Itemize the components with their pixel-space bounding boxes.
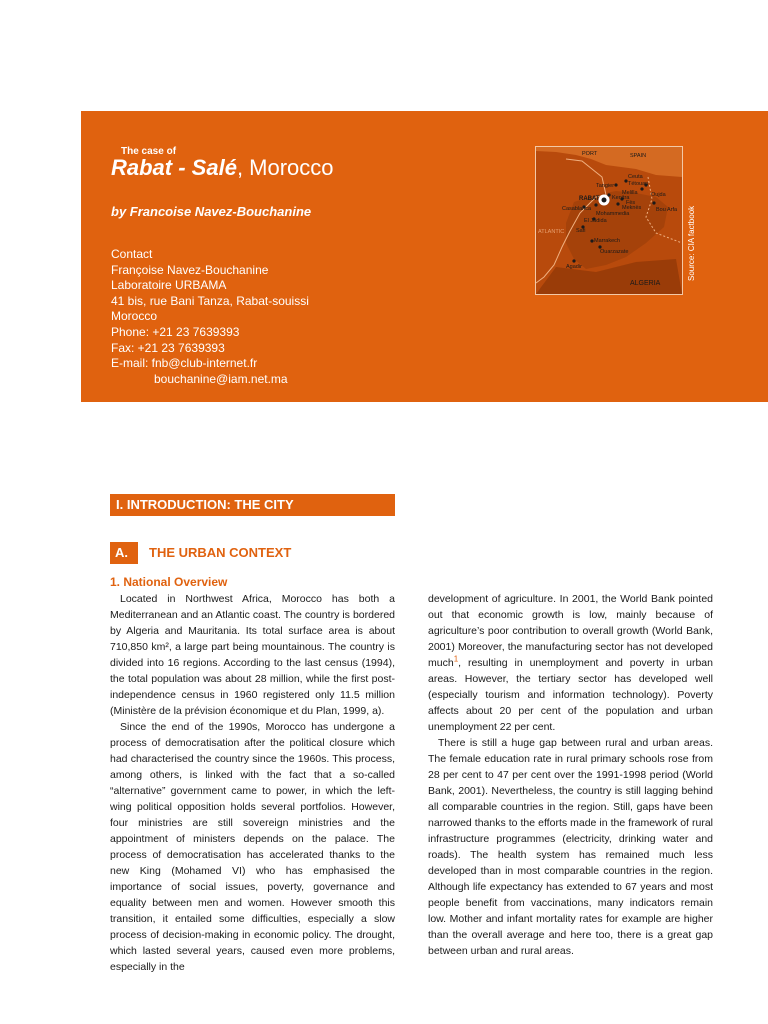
section-heading bbox=[110, 494, 395, 516]
contact-heading: Contact bbox=[111, 247, 153, 261]
map-label-rabat: RABAT bbox=[579, 196, 600, 202]
subsection-letter-box bbox=[110, 542, 138, 564]
paragraph-agriculture-text-a: development of agriculture. In 2001, the World Bank pointed out that economic growth is low, mainly because of agriculture’s poor contribution to overall growth (World Bank, 2001) Moreover, the manufacturing sector has not developed much bbox=[428, 593, 713, 669]
map-label-agadir: Agadir bbox=[566, 264, 582, 270]
map-label-melilla: Melilla bbox=[622, 190, 638, 196]
document-title bbox=[111, 155, 334, 181]
case-of-label: The case of bbox=[121, 146, 177, 157]
header-banner bbox=[81, 111, 768, 402]
map-label-marrakech: Marrakech bbox=[594, 238, 620, 244]
map-label-casablanca: Casablanca bbox=[562, 206, 592, 212]
body-column-left bbox=[110, 591, 395, 975]
map-label-oujda: Oujda bbox=[651, 192, 666, 198]
map-label-meknes: Meknès bbox=[622, 205, 642, 211]
map-label-mohammedia: Mohammedia bbox=[596, 211, 630, 217]
map-label-port: PORT bbox=[582, 151, 598, 157]
map-label-spain: SPAIN bbox=[630, 153, 647, 159]
map-label-kenitra: Kenitra bbox=[612, 195, 630, 201]
map-label-fes: Fès bbox=[626, 200, 636, 206]
author-line: by Francoise Navez-Bouchanine bbox=[111, 204, 312, 219]
map-label-tangier: Tangier bbox=[596, 183, 615, 189]
map-svg bbox=[536, 147, 682, 294]
contact-fax: Fax: +21 23 7639393 bbox=[111, 340, 225, 355]
contact-name: Françoise Navez-Bouchanine bbox=[111, 262, 269, 277]
subsection-title: THE URBAN CONTEXT bbox=[149, 545, 292, 560]
paragraph-agriculture-text-b: , resulting in unemployment and poverty in urban areas. However, the tertiary sector has developed well (especially tourism and information technology). Poverty affects about 20 per cent of the population and urban unemployment 22 per cent. bbox=[428, 657, 713, 733]
contact-lab: Laboratoire URBAMA bbox=[111, 278, 227, 293]
title-country: , Morocco bbox=[236, 155, 334, 180]
map-label-safi: Safi bbox=[576, 228, 586, 234]
map-label-tetouan: Tétouan bbox=[628, 181, 649, 187]
map-label-ceuta: Ceuta bbox=[628, 174, 643, 180]
map-label-algeria: ALGERIA bbox=[630, 280, 661, 287]
title-city: Rabat - Salé bbox=[111, 155, 237, 180]
paragraph-rural-urban-gap: There is still a huge gap between rural and urban areas. The female education rate in rural primary schools rose from 28 per cent to 47 per cent over the 1991-1998 period (World Bank, 2001). Nevertheless, the country is still lagging behind all comparable countries in the region. Still, gaps have been narrowed thanks to the efforts made in the framework of rural infrastructure programmes (electricity, drinking water and roads). The health system has remained much less developed than in most comparable countries in the region. Although life expectancy has extended to 67 years and most people benefit from vaccinations, many indicators remain low. Mother and infant mortality rates for example are higher than the overall average and here too, there is a great gap between urban and rural areas. bbox=[428, 737, 713, 957]
map-label-atlantic: ATLANTIC bbox=[538, 229, 565, 235]
paragraph-location: Located in Northwest Africa, Morocco has both a Mediterranean and an Atlantic coast. The country is bordered by Algeria and Mauritania. Its total surface area is about 710,850 km², a large part being mountainous. The country is divided into 16 regions. According to the last census (1994), the total population was about 28 million, while the first post-independence census in 1960 registered only 11.5 million (Ministère de la prévision économique et du Plan, 1999, a). bbox=[110, 593, 395, 717]
map-label-el-jadida: El Jadida bbox=[584, 218, 607, 224]
contact-email-2: bouchanine@iam.net.ma bbox=[154, 371, 288, 386]
body-column-right bbox=[428, 591, 713, 959]
section-heading-text: I. INTRODUCTION: THE CITY bbox=[116, 497, 294, 512]
contact-country: Morocco bbox=[111, 309, 158, 324]
footnote-ref-1[interactable]: 1 bbox=[453, 654, 459, 664]
paragraph-democratisation: Since the end of the 1990s, Morocco has undergone a process of democratisation after the political closure which had characterised the country since the 1960s. This process, among others, is linked with the fact that a so-called “alternative” government came to power, in which the left-wing political opposition holds several portfolios. However, four ministries are still sovereign ministries and the appointment of ministers depends on the palace. The process of democratisation has accelerated thanks to the new King (Mohamed VI) who has emphasised the importance of social issues, poverty, governance and equality between men and women. However smooth this transition, it entailed some difficulties, especially a slow process of decision-making in economic policy. The drought, which lasted several years, caused even more problems, especially in the bbox=[110, 721, 395, 973]
map-label-bou-arfa: Bou Arfa bbox=[656, 207, 678, 213]
morocco-map bbox=[535, 146, 683, 295]
map-label-ouarzazate: Ouarzazate bbox=[600, 249, 629, 255]
contact-phone: Phone: +21 23 7639393 bbox=[111, 324, 240, 339]
paragraph-agriculture bbox=[428, 591, 713, 735]
map-source-text: Source: CIA factbook bbox=[687, 205, 696, 281]
subsection-letter: A. bbox=[115, 545, 128, 560]
contact-address: 41 bis, rue Bani Tanza, Rabat-souissi bbox=[111, 293, 309, 308]
contact-email: E-mail: fnb@club-internet.fr bbox=[111, 356, 258, 371]
contact-block bbox=[111, 247, 309, 387]
subheading-national-overview: 1. National Overview bbox=[110, 575, 228, 589]
